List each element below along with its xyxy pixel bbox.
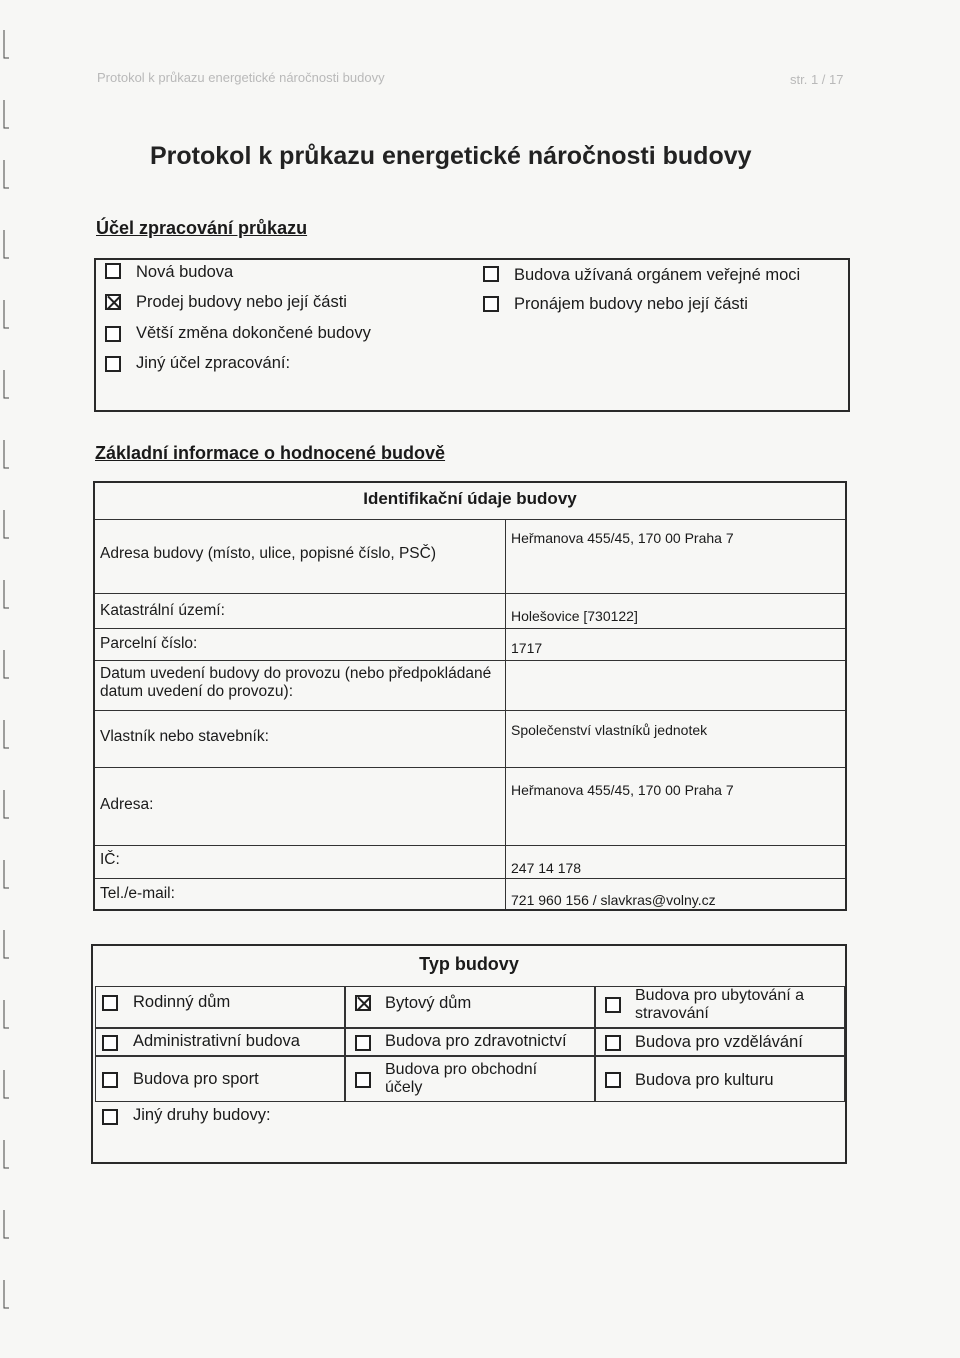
row-label: Tel./e-mail: — [100, 885, 175, 902]
checkbox-family-house[interactable] — [102, 995, 118, 1011]
checkbox-sport[interactable] — [102, 1072, 118, 1088]
checkbox-apartment-building[interactable] — [355, 995, 371, 1011]
checkbox-other-type[interactable] — [102, 1109, 118, 1125]
option-label: Větší změna dokončené budovy — [136, 324, 371, 342]
checkbox-healthcare[interactable] — [355, 1035, 371, 1051]
page-header-title: Protokol k průkazu energetické náročnosti budovy — [97, 70, 385, 85]
row-label: Adresa budovy (místo, ulice, popisné číslo, PSČ) — [100, 545, 436, 562]
checkbox-major-change[interactable] — [105, 326, 121, 342]
row-value: Heřmanova 455/45, 170 00 Praha 7 — [511, 530, 734, 546]
type-label: Budova pro sport — [133, 1070, 259, 1088]
checkbox-lease[interactable] — [483, 296, 499, 312]
building-type-box — [91, 944, 847, 1164]
row-value: 1717 — [511, 640, 543, 656]
row-label: Parcelní číslo: — [100, 635, 198, 652]
row-value: 721 960 156 / slavkras@volny.cz — [511, 892, 716, 908]
type-label: Rodinný dům — [133, 993, 231, 1011]
row-value: Společenství vlastníků jednotek — [511, 722, 708, 738]
checkbox-other-purpose[interactable] — [105, 356, 121, 372]
scan-edge-marks — [0, 0, 14, 1358]
document-title: Protokol k průkazu energetické náročnosti budovy — [150, 142, 752, 170]
type-label: Jiný druhy budovy: — [133, 1106, 271, 1124]
checkbox-culture[interactable] — [605, 1072, 621, 1088]
identification-table-title: Identifikační údaje budovy — [363, 489, 577, 508]
type-label: Administrativní budova — [133, 1032, 300, 1050]
purpose-box — [94, 258, 850, 412]
row-value: 247 14 178 — [511, 860, 582, 876]
row-value: Holešovice [730122] — [511, 608, 638, 624]
option-label: Budova užívaná orgánem veřejné moci — [514, 266, 801, 284]
building-type-heading: Typ budovy — [419, 954, 519, 974]
type-label: Budova pro kulturu — [635, 1071, 774, 1089]
type-label: Budova pro vzdělávání — [635, 1033, 803, 1051]
type-label: Bytový dům — [385, 994, 472, 1012]
checkbox-sale[interactable] — [105, 294, 121, 310]
option-label: Pronájem budovy nebo její části — [514, 295, 748, 313]
page-number: str. 1 / 17 — [790, 72, 844, 87]
checkbox-administrative[interactable] — [102, 1035, 118, 1051]
checkbox-education[interactable] — [605, 1035, 621, 1051]
type-label: Budova pro ubytování a stravování — [635, 987, 805, 1022]
purpose-heading: Účel zpracování průkazu — [96, 218, 308, 238]
checkbox-new-building[interactable] — [105, 263, 121, 279]
row-value: Heřmanova 455/45, 170 00 Praha 7 — [511, 782, 734, 798]
row-label: IČ: — [100, 851, 120, 868]
type-label: Budova pro zdravotnictví — [385, 1032, 567, 1050]
checkbox-public-authority[interactable] — [483, 266, 499, 282]
row-label: Katastrální území: — [100, 602, 225, 619]
option-label: Nová budova — [136, 263, 234, 281]
checkbox-accommodation[interactable] — [605, 997, 621, 1013]
option-label: Prodej budovy nebo její části — [136, 293, 347, 311]
option-label: Jiný účel zpracování: — [136, 354, 291, 372]
checkbox-commercial[interactable] — [355, 1072, 371, 1088]
row-label: Adresa: — [100, 796, 154, 813]
identification-table — [93, 481, 847, 911]
basic-info-heading: Základní informace o hodnocené budově — [95, 443, 446, 463]
row-label: Vlastník nebo stavebník: — [100, 728, 269, 745]
row-label: Datum uvedení budovy do provozu (nebo předpokládané datum uvedení do provozu): — [100, 665, 492, 700]
type-label: Budova pro obchodní účely — [385, 1061, 538, 1096]
